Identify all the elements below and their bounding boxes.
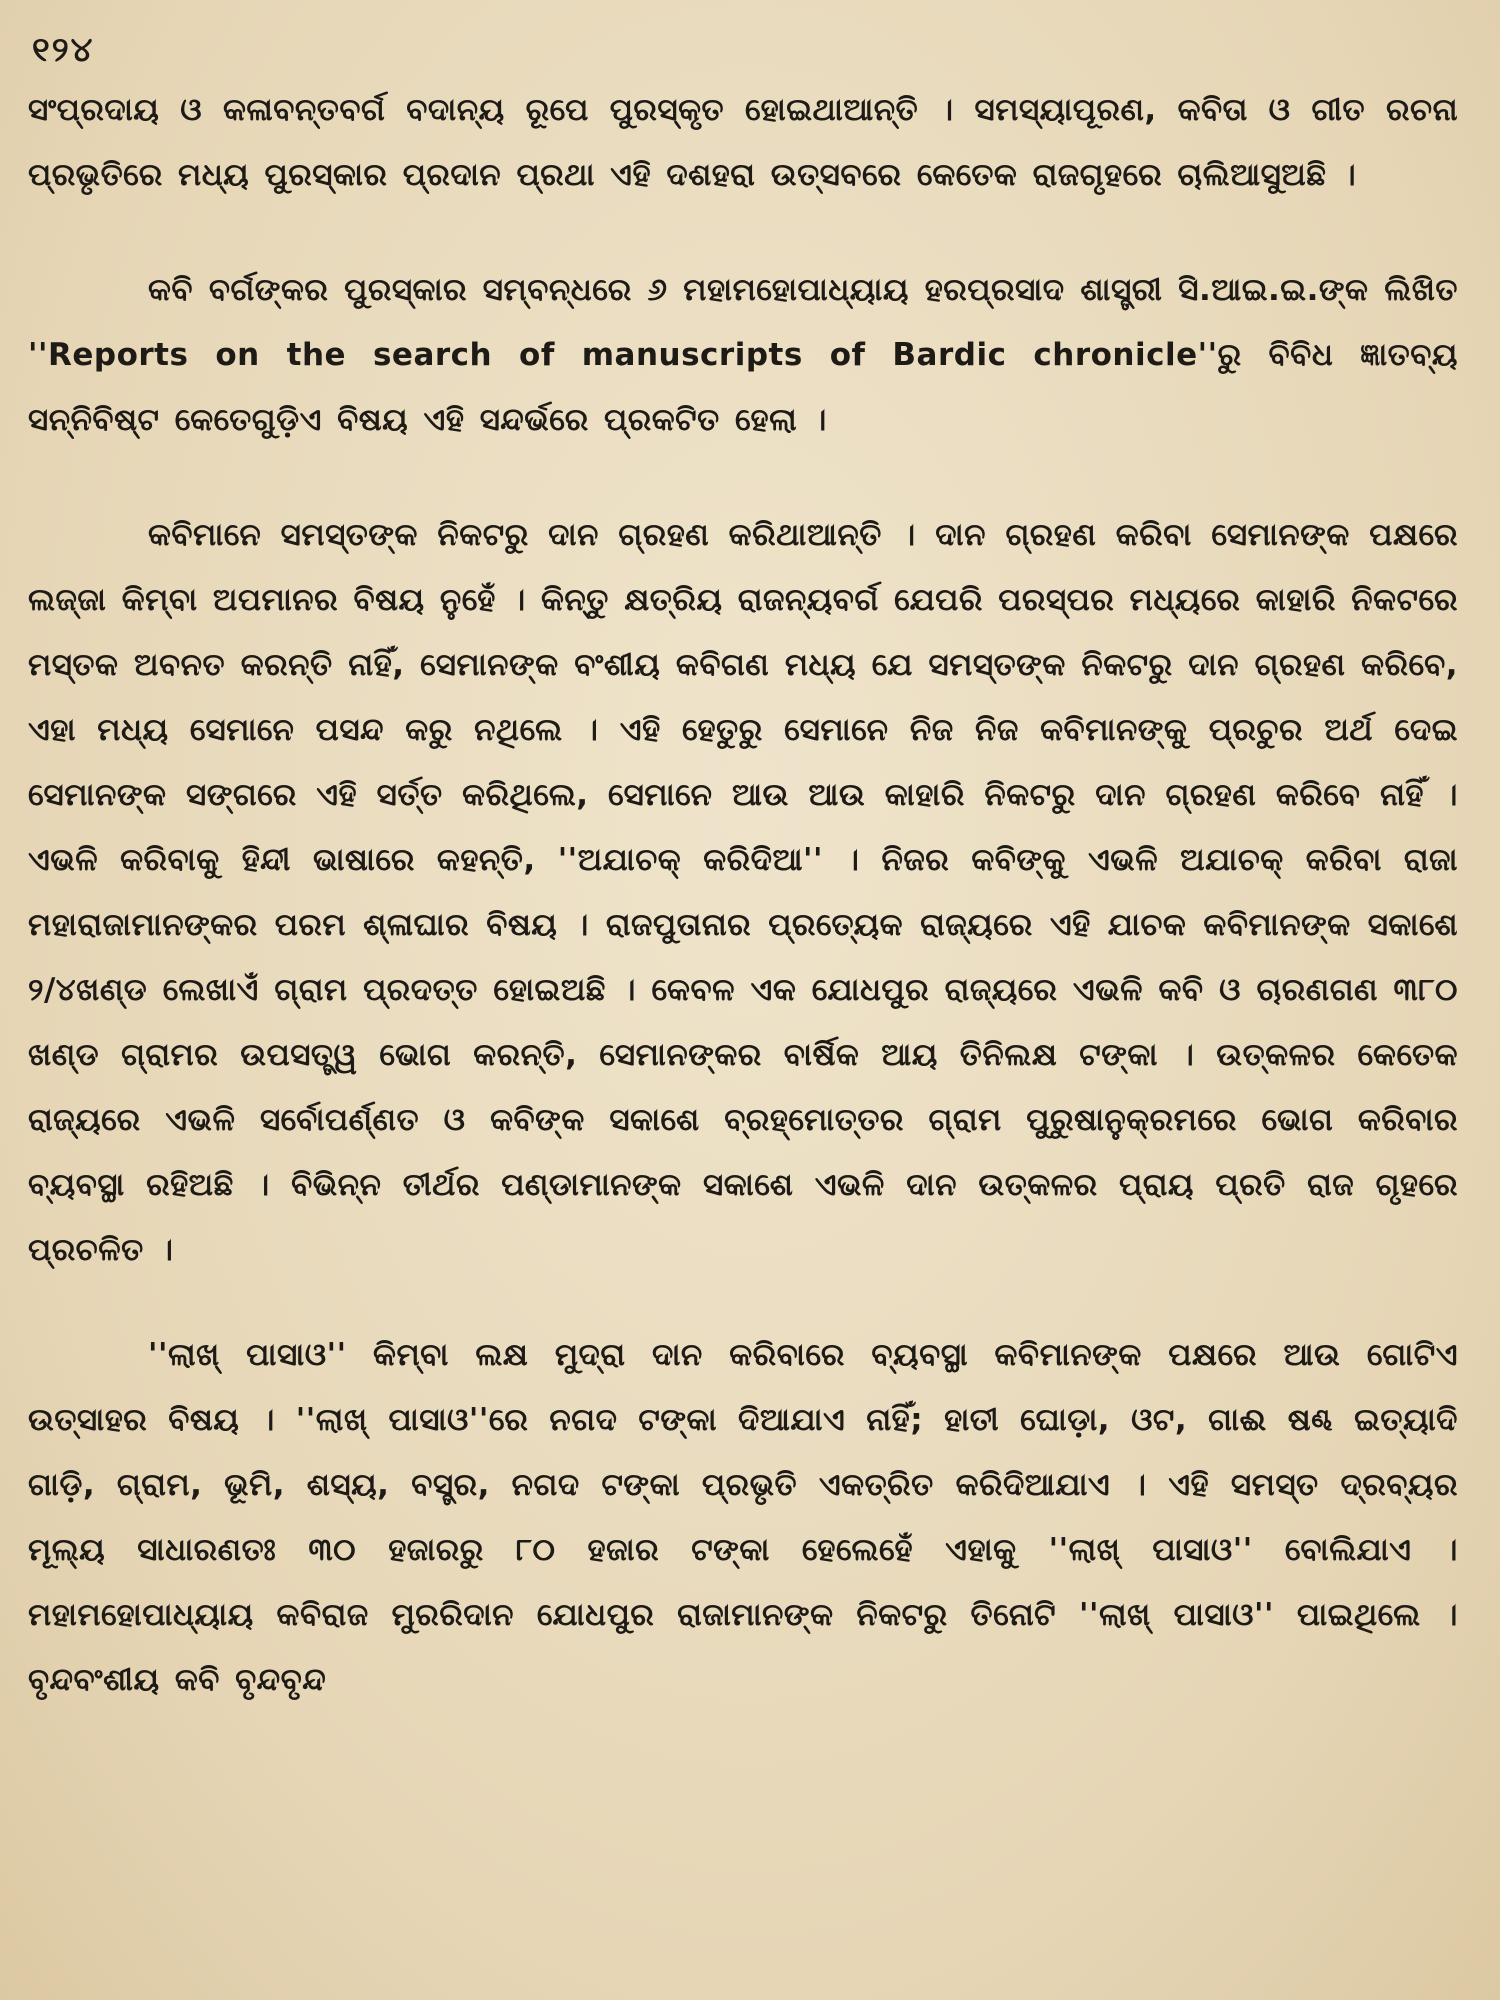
- paragraph-2: କବି ବର୍ଗଙ୍କର ପୁରସ୍କାର ସମ୍ବନ୍ଧରେ ୬ ମହାମହୋପାଧ୍ୟାୟ ହରପ୍ରସାଦ ଶାସ୍ତ୍ରୀ ସି.ଆଇ.ଇ.ଙ୍କ ଲିଖିତ ''Reports on the search of manuscripts of Bardic chronicle''ରୁ ବିବିଧ ଜ୍ଞାତବ୍ୟ ସନ୍ନିବିଷ୍ଟ କେତେଗୁଡ଼ିଏ ବିଷୟ ଏହି ସନ୍ଦର୍ଭରେ ପ୍ରକଟିତ ହେଲା ।: [28, 272, 1458, 438]
- paragraph-1: ସଂପ୍ରଦାୟ ଓ କଳାବନ୍ତବର୍ଗ ବଦାନ୍ୟ ରୂପେ ପୁରସ୍କୃତ ହୋଇଥାଆନ୍ତି । ସମସ୍ୟାପୂରଣ, କବିତା ଓ ଗୀତ ରଚନା ପ୍ରଭୃତିରେ ମଧ୍ୟ ପୁରସ୍କାର ପ୍ରଦାନ ପ୍ରଥା ଏହି ଦଶହରା ଉତ୍ସବରେ କେତେକ ରାଜଗୃହରେ ଚାଲିଆସୁଅଛି ।: [28, 92, 1458, 193]
- paragraph-4: ''ଲାଖ୍ ପାସାଓ'' କିମ୍ବା ଲକ୍ଷ ମୁଦ୍ରା ଦାନ କରିବାରେ ବ୍ୟବସ୍ଥା କବିମାନଙ୍କ ପକ୍ଷରେ ଆଉ ଗୋଟିଏ ଉତ୍ସାହର ବିଷୟ । ''ଲାଖ୍ ପାସାଓ''ରେ ନଗଦ ଟଙ୍କା ଦିଆଯାଏ ନାହିଁ; ହାତୀ ଘୋଡ଼ା, ଓଟ, ଗାଈ ଷଣ୍ଢ ଇତ୍ୟାଦି ଗାଡ଼ି, ଗ୍ରାମ, ଭୂମି, ଶସ୍ୟ, ବସ୍ତ୍ର, ନଗଦ ଟଙ୍କା ପ୍ରଭୃତି ଏକତ୍ରିତ କରିଦିଆଯାଏ । ଏହି ସମସ୍ତ ଦ୍ରବ୍ୟର ମୂଲ୍ୟ ସାଧାରଣତଃ ୩୦ ହଜାରରୁ ୮୦ ହଜାର ଟଙ୍କା ହେଲେହେଁ ଏହାକୁ ''ଲାଖ୍ ପାସାଓ'' ବୋଲିଯାଏ । ମହାମହୋପାଧ୍ୟାୟ କବିରାଜ ମୁରରିଦାନ ଯୋଧପୁର ରାଜାମାନଙ୍କ ନିକଟରୁ ତିନୋଟି ''ଲାଖ୍ ପାସାଓ'' ପାଇଥିଲେ । ବୃନ୍ଦବଂଶୀୟ କବି ବୃନ୍ଦବୃନ୍ଦ: [28, 1337, 1458, 1698]
- paragraph-3: କବିମାନେ ସମସ୍ତଙ୍କ ନିକଟରୁ ଦାନ ଗ୍ରହଣ କରିଥାଆନ୍ତି । ଦାନ ଗ୍ରହଣ କରିବା ସେମାନଙ୍କ ପକ୍ଷରେ ଲଜ୍ଜା କିମ୍ବା ଅପମାନର ବିଷୟ ନୁହେଁ । କିନ୍ତୁ କ୍ଷତ୍ରିୟ ରାଜନ୍ୟବର୍ଗ ଯେପରି ପରସ୍ପର ମଧ୍ୟରେ କାହାରି ନିକଟରେ ମସ୍ତକ ଅବନତ କରନ୍ତି ନାହିଁ, ସେମାନଙ୍କ ବଂଶୀୟ କବିଗଣ ମଧ୍ୟ ଯେ ସମସ୍ତଙ୍କ ନିକଟରୁ ଦାନ ଗ୍ରହଣ କରିବେ, ଏହା ମଧ୍ୟ ସେମାନେ ପସନ୍ଦ କରୁ ନଥିଲେ । ଏହି ହେତୁରୁ ସେମାନେ ନିଜ ନିଜ କବିମାନଙ୍କୁ ପ୍ରଚୁର ଅର୍ଥ ଦେଇ ସେମାନଙ୍କ ସଙ୍ଗରେ ଏହି ସର୍ତ୍ତ କରିଥିଲେ, ସେମାନେ ଆଉ ଆଉ କାହାରି ନିକଟରୁ ଦାନ ଗ୍ରହଣ କରିବେ ନାହିଁ । ଏଭଳି କରିବାକୁ ହିନ୍ଦୀ ଭାଷାରେ କହନ୍ତି, ''ଅଯାଚକ୍ କରିଦିଆ'' । ନିଜର କବିଙ୍କୁ ଏଭଳି ଅଯାଚକ୍ କରିବା ରାଜା ମହାରାଜାମାନଙ୍କର ପରମ ଶ୍ଳାଘାର ବିଷୟ । ରାଜପୁତାନାର ପ୍ରତ୍ୟେକ ରାଜ୍ୟରେ ଏହି ଯାଚକ କବିମାନଙ୍କ ସକାଶେ ୨/୪ଖଣ୍ଡ ଲେଖାଏଁ ଗ୍ରାମ ପ୍ରଦତ୍ତ ହୋଇଅଛି । କେବଳ ଏକ ଯୋଧପୁର ରାଜ୍ୟରେ ଏଭଳି କବି ଓ ଚାରଣଗଣ ୩୮୦ ଖଣ୍ଡ ଗ୍ରାମର ଉପସତ୍ତ୍ୱ ଭୋଗ କରନ୍ତି, ସେମାନଙ୍କର ବାର୍ଷିକ ଆୟ ତିନିଲକ୍ଷ ଟଙ୍କା । ଉତ୍କଳର କେତେକ ରାଜ୍ୟରେ ଏଭଳି ସର୍ବୋପର୍ଣ୍ଣତ ଓ କବିଙ୍କ ସକାଶେ ବ୍ରହ୍ମୋତ୍ତର ଗ୍ରାମ ପୁରୁଷାନୁକ୍ରମରେ ଭୋଗ କରିବାର ବ୍ୟବସ୍ଥା ରହିଅଛି । ବିଭିନ୍ନ ତୀର୍ଥର ପଣ୍ଡାମାନଙ୍କ ସକାଶେ ଏଭଳି ଦାନ ଉତ୍କଳର ପ୍ରାୟ ପ୍ରତି ରାଜ ଗୃହରେ ପ୍ରଚଳିତ ।: [28, 517, 1458, 1268]
- paragraph-spacer: [28, 453, 1458, 503]
- page-number: ୧୨୪: [32, 30, 95, 70]
- paragraph-spacer: [28, 208, 1458, 258]
- paragraph-spacer: [28, 1283, 1458, 1323]
